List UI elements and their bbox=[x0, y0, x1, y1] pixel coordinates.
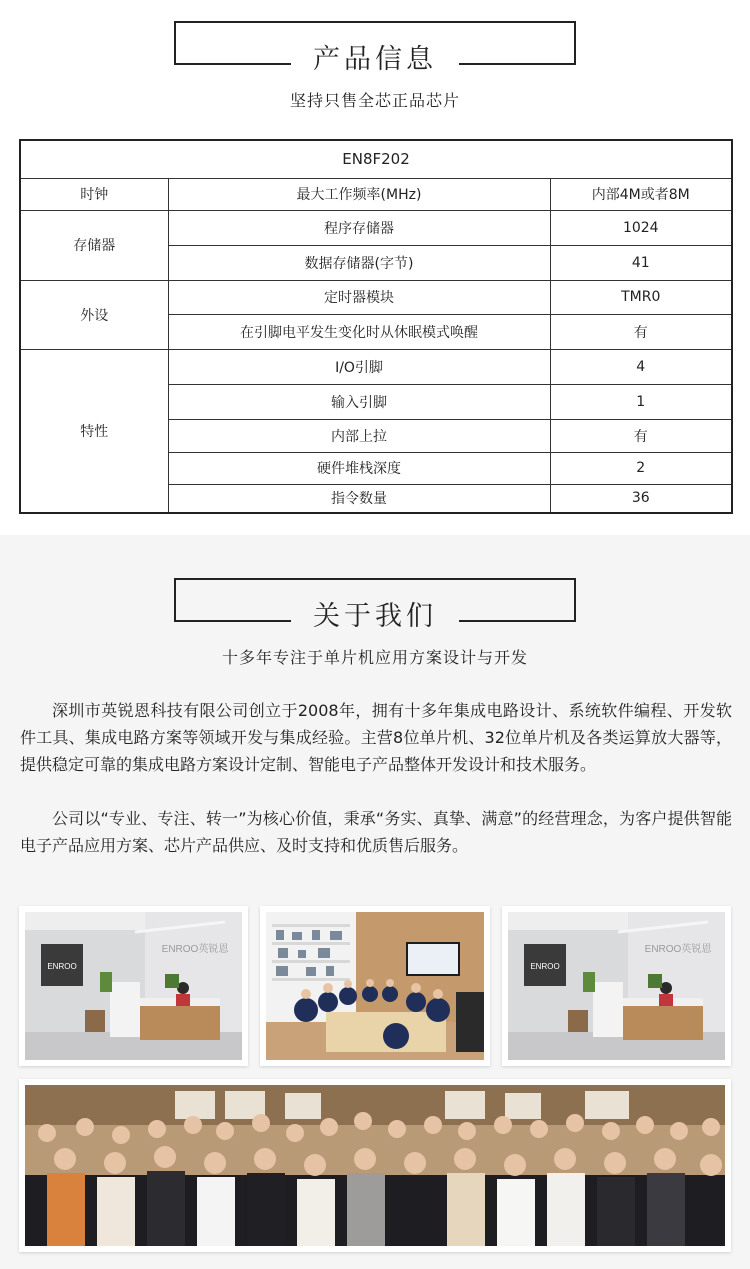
value-cell: 内部4M或者8M bbox=[550, 178, 732, 210]
model-name: EN8F202 bbox=[20, 140, 732, 178]
param-cell: I/O引脚 bbox=[168, 349, 550, 384]
value-cell: 有 bbox=[550, 314, 732, 349]
value-cell: TMR0 bbox=[550, 280, 732, 314]
param-cell: 定时器模块 bbox=[168, 280, 550, 314]
param-cell: 最大工作频率(MHz) bbox=[168, 178, 550, 210]
category-cell: 外设 bbox=[20, 280, 168, 349]
reception-photo-right bbox=[502, 906, 731, 1066]
category-cell: 存储器 bbox=[20, 210, 168, 280]
spec-table bbox=[19, 139, 733, 514]
value-cell: 36 bbox=[550, 484, 732, 513]
about-paragraph-1: 深圳市英锐恩科技有限公司创立于2008年，拥有十多年集成电路设计、系统软件编程、开发软件工具、集成电路方案等领域开发与集成经验。主营8位单片机、32位单片机及各类运算放大器等，提供稳定可靠的集成电路方案设计定制、智能电子产品整体开发设计和技术服务。 bbox=[20, 701, 732, 774]
product-title: 产品信息 bbox=[291, 42, 459, 78]
param-cell: 硬件堆栈深度 bbox=[168, 452, 550, 484]
param-cell: 数据存储器(字节) bbox=[168, 245, 550, 280]
about-paragraph-2: 公司以“专业、专注、转一”为核心价值，秉承“务实、真挚、满意”的经营理念，为客户提供智能电子产品应用方案、芯片产品供应、及时支持和优质售后服务。 bbox=[20, 809, 732, 855]
table-row bbox=[20, 140, 732, 178]
meeting-photo bbox=[260, 906, 490, 1066]
value-cell: 41 bbox=[550, 245, 732, 280]
param-cell: 内部上拉 bbox=[168, 419, 550, 452]
about-section bbox=[0, 535, 750, 1269]
wall-logo-text: ENROO bbox=[530, 962, 560, 971]
param-cell: 指令数量 bbox=[168, 484, 550, 513]
reception-logo-text: ENROO英锐恩 bbox=[161, 944, 229, 955]
table-row bbox=[20, 349, 732, 384]
value-cell: 1024 bbox=[550, 210, 732, 245]
reception-photo-left bbox=[19, 906, 248, 1066]
value-cell: 1 bbox=[550, 384, 732, 419]
reception-logo-text: ENROO英锐恩 bbox=[644, 944, 712, 955]
wall-logo-text: ENROO bbox=[47, 962, 77, 971]
value-cell: 有 bbox=[550, 419, 732, 452]
category-cell: 特性 bbox=[20, 349, 168, 513]
table-row bbox=[20, 280, 732, 314]
value-cell: 2 bbox=[550, 452, 732, 484]
value-cell: 4 bbox=[550, 349, 732, 384]
product-title-wrap bbox=[0, 42, 750, 78]
table-row bbox=[20, 178, 732, 210]
param-cell: 在引脚电平发生变化时从休眠模式唤醒 bbox=[168, 314, 550, 349]
about-subtitle: 十多年专注于单片机应用方案设计与开发 bbox=[221, 648, 528, 667]
about-title: 关于我们 bbox=[291, 599, 459, 635]
table-row bbox=[20, 210, 732, 245]
team-group-photo bbox=[19, 1079, 731, 1252]
param-cell: 程序存储器 bbox=[168, 210, 550, 245]
about-title-wrap bbox=[0, 599, 750, 635]
product-subtitle: 坚持只售全芯正品芯片 bbox=[289, 91, 460, 110]
param-cell: 输入引脚 bbox=[168, 384, 550, 419]
category-cell: 时钟 bbox=[20, 178, 168, 210]
